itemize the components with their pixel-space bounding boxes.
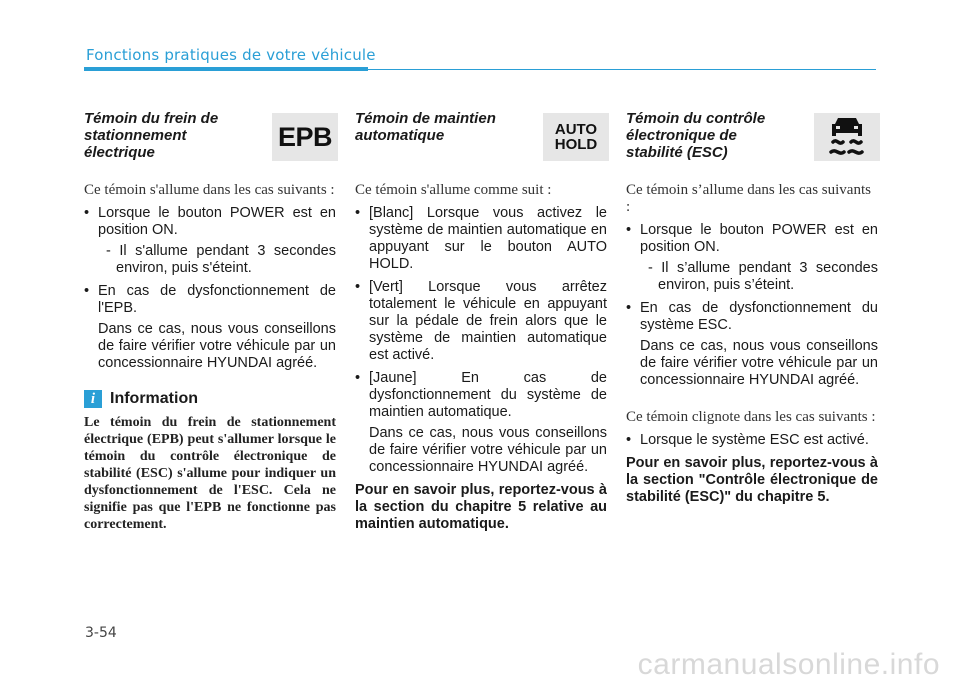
epb-section [84,110,336,533]
paragraph: Dans ce cas, nous vous conseillons de faire vérifier votre véhicule par un concessionnaire HYUNDAI agréé. [369,425,607,475]
auto-hold-note: Pour en savoir plus, reportez-vous à la section du chapitre 5 relative au maintien automatique. [355,482,607,532]
sub-item: - Il s'allume pendant 3 secondes environ, puis s'éteint. [106,243,336,276]
epb-heading: Ce témoin s'allume dans les cas suivants : [84,182,335,198]
auto-hold-icon-line2: HOLD [554,136,598,153]
header-accent-bar [84,67,368,71]
auto-hold-section-title: Témoin de maintien automatique [355,110,496,144]
information-label: Information [110,390,198,407]
list-item: • [Blanc] Lorsque vous activez le système de maintien automatique en appuyant sur le bouton AUTO HOLD. [355,205,607,273]
auto-hold-icon-line1: AUTO [554,121,598,138]
esc-note: Pour en savoir plus, reportez-vous à la section "Contrôle électronique de stabilité (ESC)" du chapitre 5. [626,455,878,505]
auto-hold-heading: Ce témoin s'allume comme suit : [355,182,552,198]
epb-icon-label: EPB [277,121,333,152]
paragraph: Dans ce cas, nous vous conseillons de faire vérifier votre véhicule par un concessionnaire HYUNDAI agréé. [640,338,878,388]
esc-heading: Ce témoin s’allume dans les cas suivants : [626,182,871,215]
list-item: • Lorsque le système ESC est activé. [626,432,878,449]
esc-blink-list [626,432,878,449]
epb-bullet-list [84,205,336,372]
esc-blink-heading: Ce témoin clignote dans les cas suivants : [626,409,876,425]
auto-hold-icon [543,113,609,161]
information-icon: i [84,390,102,408]
esc-bullet-list [626,222,878,389]
watermark: carmanualsonline.info [637,648,940,681]
page-number: 3-54 [85,625,117,641]
esc-section [626,110,878,506]
information-body: Le témoin du frein de stationnement électrique (EPB) peut s'allumer lorsque le témoin du contrôle électronique de stabilité (ESC) s'allume pour indiquer un dysfonctionnement de l'ESC. Cela ne signifie pas que l'EPB ne fonctionne pas correctement. [84,415,336,532]
list-item: • [Vert] Lorsque vous arrêtez totalement le véhicule en appuyant sur la pédale de frein alors que le système de maintien automatique est activé. [355,279,607,364]
epb-icon [272,113,338,161]
paragraph: Dans ce cas, nous vous conseillons de faire vérifier votre véhicule par un concessionnaire HYUNDAI agréé. [98,321,336,371]
auto-hold-section [355,110,607,533]
list-item: • Lorsque le bouton POWER est en position ON. - Il s'allume pendant 3 secondes environ, puis s'éteint. [84,205,336,277]
list-item: • En cas de dysfonctionnement de l'EPB. Dans ce cas, nous vous conseillons de faire vérifier votre véhicule par un concessionnaire HYUNDAI agréé. [84,283,336,372]
esc-car-svg [825,116,869,158]
header-rule [368,69,876,70]
list-item: • Lorsque le bouton POWER est en position ON. - Il s’allume pendant 3 secondes environ, puis s’éteint. [626,222,878,294]
esc-section-title: Témoin du contrôle électronique de stabilité (ESC) [626,110,766,161]
epb-section-title: Témoin du frein de stationnement électrique [84,110,219,161]
auto-hold-bullet-list [355,205,607,476]
esc-skidding-car-icon [814,113,880,161]
section-header-title: Fonctions pratiques de votre véhicule [86,46,376,64]
list-item: • En cas de dysfonctionnement du système ESC. Dans ce cas, nous vous conseillons de faire vérifier votre véhicule par un concessionnaire HYUNDAI agréé. [626,300,878,389]
list-item: • [Jaune] En cas de dysfonctionnement du système de maintien automatique. Dans ce cas, nous vous conseillons de faire vérifier votre véhicule par un concessionnaire HYUNDAI agréé. [355,370,607,476]
information-header [84,390,336,408]
sub-item: - Il s’allume pendant 3 secondes environ, puis s’éteint. [648,260,878,293]
